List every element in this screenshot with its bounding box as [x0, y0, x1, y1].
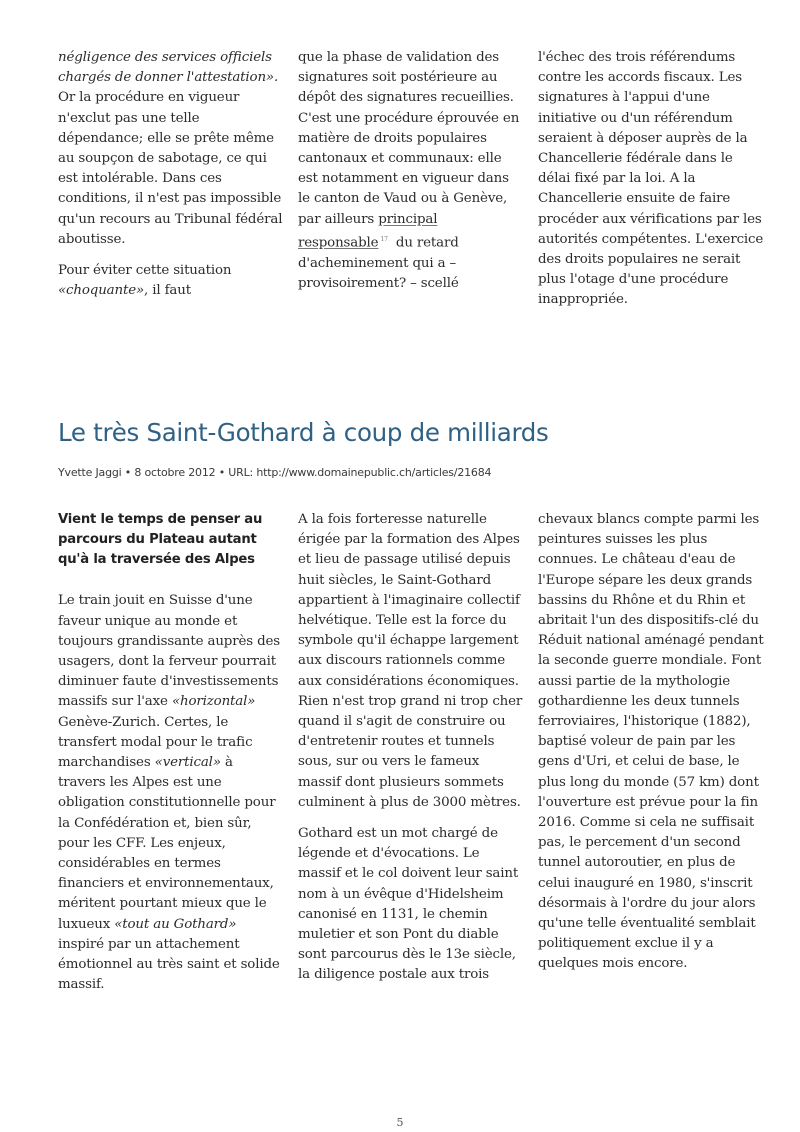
paragraph-text: à travers les Alpes est une obligation constitutionnelle pour la Confédération et, bien sûr, pour les CFF. Les enjeux, considérables en termes financiers et environnementaux, méritent pourtant mieux que le luxueux	[58, 755, 276, 932]
footnote-marker[interactable]: 17	[380, 235, 388, 243]
paragraph-text: Le train jouit en Suisse d'une faveur unique au monde et toujours grandissante auprès des usagers, dont la ferveur pourrait diminuer faute d'investissements massifs sur l'axe	[58, 593, 280, 710]
paragraph-text: du retard d'acheminement qui a – provisoirement? – scellé	[298, 235, 459, 291]
paragraph-text: , il faut	[144, 283, 191, 299]
article-title: Le très Saint-Gothard à coup de milliards	[58, 418, 549, 447]
article-column-3	[538, 510, 768, 986]
paragraph-text: inspiré par un attachement émotionnel au très saint et solide massif.	[58, 936, 280, 993]
italic-quote: «choquante»	[58, 283, 145, 299]
article-column-1	[58, 510, 283, 1006]
paragraph-text: Genève-Zurich. Certes, le transfert modal pour le trafic marchandises	[58, 714, 253, 771]
paragraph	[58, 591, 283, 995]
paragraph	[298, 48, 523, 294]
paragraph: Gothard est un mot chargé de légende et d'évocations. Le massif et le col doivent leur saint nom à un évêque d'Hidelsheim canonisé en 1131, le chemin muletier et son Pont du diable sont parcourus dès le 13e siècle, la diligence postale aux trois	[298, 826, 519, 983]
principal-responsable-link[interactable]: principal responsable	[298, 211, 438, 251]
paragraph: l'échec des trois référendums contre les accords fiscaux. Les signatures à l'appui d'une initiative ou d'un référendum seraient à déposer auprès de la Chancellerie fédérale dans le délai fixé par la loi. A la Chancellerie ensuite de faire procéder aux vérifications par les autorités compétentes. L'exercice des droits populaires ne serait plus l'otage d'une procédure inappropriée.	[538, 50, 764, 308]
italic-quote: «tout au Gothard»	[114, 916, 237, 932]
paragraph-text: Pour éviter cette situation	[58, 263, 232, 279]
paragraph: A la fois forteresse naturelle érigée par la formation des Alpes et lieu de passage utilisé depuis huit siècles, le Saint-Gothard appartient à l'imaginaire collectif helvétique. Telle est la force du symbole qu'il échappe largement aux discours rationnels comme aux considérations économiques. Rien n'est trop grand ni trop cher quand il s'agit de construire ou d'entretenir routes et tunnels sous, sur ou vers le fameux massif dont plusieurs sommets culminent à plus de 3000 mètres.	[298, 512, 523, 810]
paragraph: chevaux blancs compte parmi les peintures suisses les plus connues. Le château d'eau de l'Europe sépare les deux grands bassins du Rhône et du Rhin et abritait l'un des dispositifs-clé du Réduit national aménagé pendant la seconde guerre mondiale. Font aussi partie de la mythologie gothardienne les deux tunnels ferroviaires, l'historique (1882), baptisé voleur de pain par les gens d'Uri, et celui de base, le plus long du monde (57 km) dont l'ouverture est prévue pour la fin 2016. Comme si cela ne suffisait pas, le percement d'un second tunnel autoroutier, en plus de celui inauguré en 1980, s'inscrit désormais à l'ordre du jour alors qu'une telle éventualité semblait politiquement exclue il y a quelques mois encore.	[538, 512, 764, 972]
previous-article-column-2	[298, 48, 523, 305]
article-subtitle: Vient le temps de penser au parcours du Plateau autant qu'à la traversée des Alpes	[58, 512, 263, 567]
article-byline: Yvette Jaggi • 8 octobre 2012 • URL: http://www.domainepublic.ch/articles/21684	[58, 466, 492, 479]
article-column-2	[298, 510, 523, 997]
page-number: 5	[396, 1116, 404, 1129]
paragraph	[58, 261, 283, 301]
paragraph-text: Or la procédure en vigueur n'exclut pas une telle dépendance; elle se prête même au soupçon de sabotage, ce qui est intolérable. Dans ces conditions, il n'est pas impossible qu'un recours au Tribunal fédéral aboutisse.	[58, 90, 283, 247]
paragraph	[58, 48, 283, 250]
italic-quote: négligence des services officiels chargés de donner l'attestation».	[58, 50, 279, 86]
italic-quote: «horizontal»	[171, 694, 256, 710]
italic-quote: «vertical»	[154, 755, 221, 771]
previous-article-column-3	[538, 48, 768, 322]
previous-article-column-1	[58, 48, 283, 312]
paragraph-text: que la phase de validation des signatures soit postérieure au dépôt des signatures recueillies. C'est une procédure éprouvée en matière de droits populaires cantonaux et communaux: elle est notamment en vigueur dans le canton de Vaud ou à Genève, par ailleurs	[298, 50, 520, 227]
